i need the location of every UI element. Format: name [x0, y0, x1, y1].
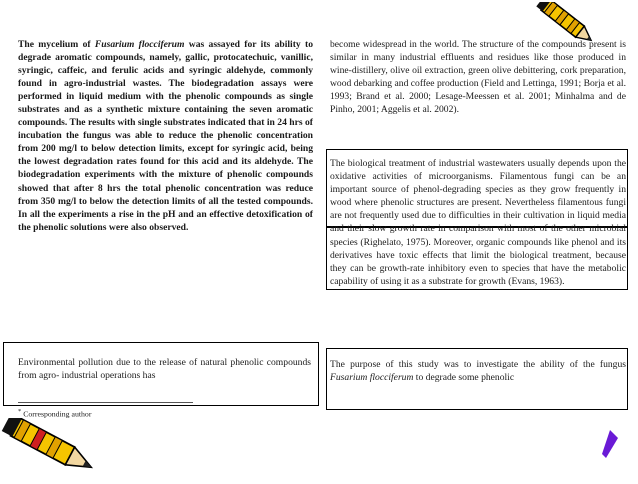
abstract-text: The mycelium of Fusarium flocciferum was assayed for its ability to degrade aromatic compounds, namely, gallic, protocatechuic, vanillic, syringic, caffeic, and ferulic acids and syringic aldehyde, commonly found in agro-industrial wastes. The biodegradation assays were performed in liquid medium with the phenolic compounds as single substrates and as a synthetic mixture containing the seven aromatic compounds. The results with single substrates indicated that in 24 hrs of incubation the fungus was able to reduce the phenolic concentration from 200 mg/l to below detection limits, except for syringic acid, being the lowest degradation rates found for this acid and its aldehyde. The biodegradation experiments with the mixture of phenolic compounds showed that after 8 hrs the total phenolic concentration was reduce from 350 mg/l to below the detection limits of all the tested compounds. In all the experiments a rise in the pH and an effective detoxification of the phenolic solutions were also observed. — [18, 39, 313, 233]
species-name: Fusarium flocciferum — [94, 39, 185, 50]
right-paragraph-1: become widespread in the world. The structure of the compounds present is similar in many industrial effluents and residues like those produced in wine-distillery, olive oil extraction, green olive debittering, cork preparation, wood debarking and coffee production (Field and Lettinga, 1991; Borja et al. 1993; Brand et al. 2000; Lesage-Meessen et al. 2001; Minhalma and de Pinho, 2001; Aggelis et al. 2002). — [330, 39, 626, 116]
pencil-clipart-top-icon — [531, 2, 601, 42]
pencil-clipart-bottom-icon — [0, 418, 110, 479]
right-paragraph-3: The purpose of this study was to investigate the ability of the fungus Fusarium flocciferum to degrade some phenolic — [330, 359, 626, 384]
pen-tip-clipart-icon — [600, 430, 620, 460]
footnote: * Corresponding author — [18, 408, 92, 419]
introduction-text: Environmental pollution due to the release of natural phenolic compounds from agro- industrial operations has — [18, 357, 311, 382]
footnote-divider — [18, 402, 193, 403]
right-paragraph-2: The biological treatment of industrial wastewaters usually depends upon the oxidative activities of microorganisms. Filamentous fungi can be an important source of phenol-degrading species as they grow frequently in wood where phenolic structures are present. Nevertheless filamentous fungi are not frequently used due to difficulties in their cultivation in liquid media and their slow growth rate in comparison with most of the other microbial species (Righelato, 1975). Moreover, organic compounds like phenol and its derivatives have toxic effects that limit the biological treatment, because they can be growth-rate inhibitory even to species that have the metabolic capability of using it as a substrate for growth (Evans, 1963). — [330, 158, 626, 287]
species-name: Fusarium flocciferum — [330, 372, 414, 384]
